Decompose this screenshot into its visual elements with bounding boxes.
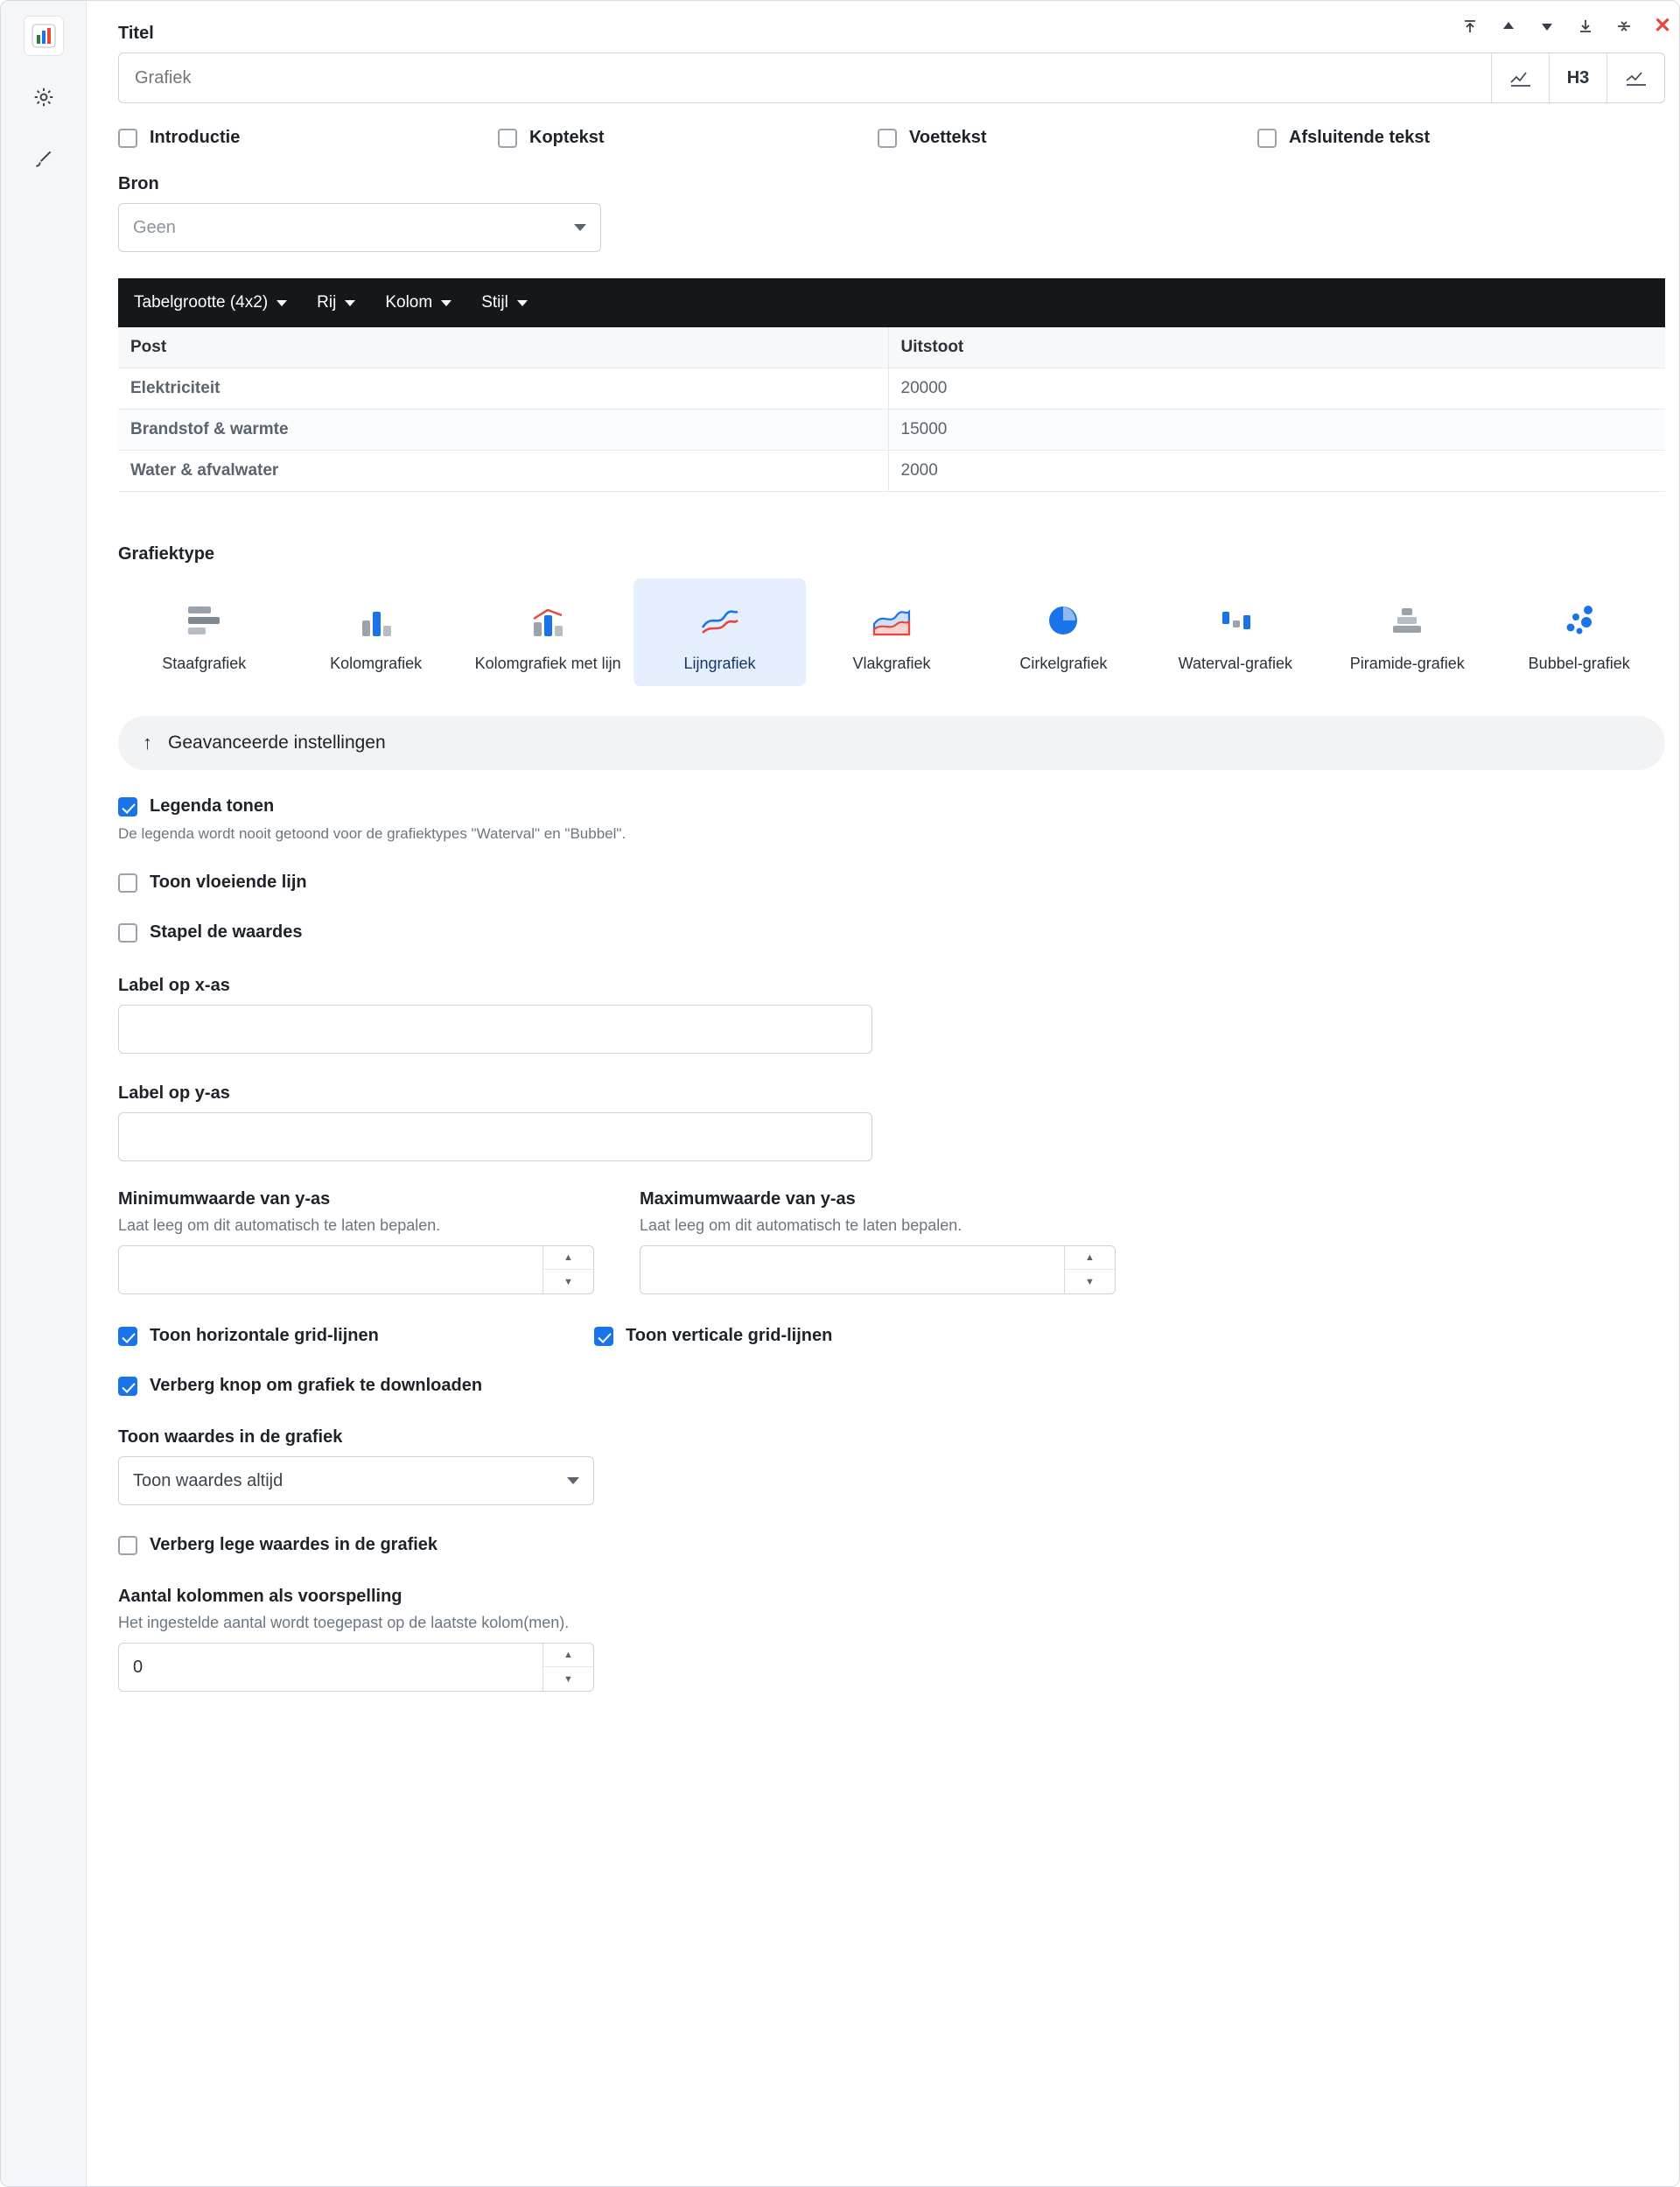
y-max-input[interactable] (640, 1246, 1064, 1293)
forecast-columns-stepper[interactable] (542, 1644, 593, 1691)
grid-line-settings (118, 1326, 1665, 1346)
toggle-koptekst[interactable] (498, 128, 878, 148)
arrow-up-icon: ↑ (143, 732, 152, 754)
stack-values-checkbox[interactable] (118, 923, 137, 943)
y-min-label: Minimumwaarde van y-as (118, 1189, 331, 1209)
x-axis-label-setting (118, 976, 1665, 1054)
introductie-label: Introductie (150, 128, 241, 147)
toggle-voettekst[interactable] (878, 128, 1257, 148)
stepper-up-icon[interactable]: ▲ (543, 1644, 593, 1667)
y-axis-label-input[interactable] (118, 1112, 872, 1161)
table-cell-post[interactable]: Brandstof & warmte (118, 410, 888, 451)
chart-type-label-kolomgrafiek-met-lijn: Kolomgrafiek met lijn (474, 655, 621, 672)
forecast-columns-input-group (118, 1643, 594, 1692)
table-cell-post[interactable]: Elektriciteit (118, 368, 888, 410)
waterfall-chart-icon (1211, 592, 1260, 641)
legend-label: Legenda tonen (150, 796, 275, 817)
show-values-setting (118, 1427, 1665, 1505)
table-row[interactable] (118, 410, 1665, 451)
chevron-down-icon (441, 300, 452, 306)
chart-type-label: Grafiektype (118, 544, 215, 564)
stack-values-label: Stapel de waardes (150, 922, 303, 943)
toggle-afsluitende-tekst[interactable] (1257, 128, 1637, 148)
chart-type-watervalgrafiek[interactable] (1150, 578, 1321, 686)
chart-type-section (118, 544, 1665, 686)
stepper-up-icon[interactable]: ▲ (1065, 1246, 1115, 1270)
table-row[interactable] (118, 368, 1665, 410)
show-values-select[interactable] (118, 1456, 594, 1505)
column-menu[interactable] (385, 293, 452, 312)
chart-type-picker (118, 578, 1665, 686)
gear-icon[interactable] (24, 78, 63, 116)
hide-empty-checkbox[interactable] (118, 1536, 137, 1555)
bubble-chart-icon (1555, 592, 1604, 641)
forecast-columns-hint: Het ingestelde aantal wordt toegepast op de laatste kolom(men). (118, 1614, 570, 1632)
pyramid-chart-icon (1382, 592, 1432, 641)
forecast-columns-setting (118, 1587, 1665, 1692)
y-max-hint: Laat leeg om dit automatisch te laten bepalen. (640, 1216, 962, 1235)
forecast-columns-input[interactable] (119, 1644, 542, 1691)
chart-type-label-staafgrafiek: Staafgrafiek (162, 655, 247, 672)
bar-chart-icon (179, 592, 228, 641)
legend-setting (118, 796, 1665, 843)
table-row[interactable] (118, 451, 1665, 492)
introductie-checkbox[interactable] (118, 129, 137, 148)
move-down-icon[interactable] (1537, 17, 1557, 36)
vertical-grid-checkbox[interactable] (594, 1327, 613, 1346)
vertical-grid-label: Toon verticale grid-lijnen (626, 1326, 833, 1346)
legend-row[interactable] (118, 796, 1665, 817)
forecast-columns-label: Aantal kolommen als voorspelling (118, 1587, 402, 1607)
table-header-uitstoot: Uitstoot (888, 327, 1665, 368)
chevron-down-icon (345, 300, 355, 306)
chevron-down-icon (517, 300, 528, 306)
koptekst-label: Koptekst (529, 128, 605, 147)
smooth-line-row[interactable] (118, 873, 1665, 893)
chart-type-label-kolomgrafiek: Kolomgrafiek (330, 655, 423, 672)
x-axis-label-input[interactable] (118, 1005, 872, 1054)
close-icon[interactable]: ✕ (1653, 14, 1672, 38)
window-controls (1460, 14, 1672, 38)
line-chart-icon (696, 592, 745, 641)
chart-type-label-piramidegrafiek: Piramide-grafiek (1349, 655, 1465, 672)
chart-type-bubbelgrafiek[interactable] (1494, 578, 1665, 686)
koptekst-checkbox[interactable] (498, 129, 517, 148)
hide-download-row[interactable] (118, 1376, 1665, 1396)
y-max-setting (640, 1189, 1116, 1294)
stepper-down-icon[interactable]: ▼ (564, 1673, 573, 1685)
chart-style-left-icon[interactable] (1491, 53, 1549, 102)
chart-type-label-watervalgrafiek: Waterval-grafiek (1178, 655, 1293, 672)
title-label: Titel (118, 24, 154, 43)
left-rail (1, 1, 87, 2186)
chart-type-label-vlakgrafiek: Vlakgrafiek (852, 655, 931, 672)
title-input-group (118, 53, 1665, 103)
title-section (118, 24, 1665, 103)
data-table-section (118, 278, 1665, 492)
column-line-chart-icon (523, 592, 572, 641)
y-axis-label-setting (118, 1083, 1665, 1161)
chart-type-lijngrafiek[interactable] (634, 578, 805, 686)
horizontal-grid-label: Toon horizontale grid-lijnen (150, 1326, 379, 1346)
source-selected-value: Geen (133, 217, 176, 237)
hide-download-checkbox[interactable] (118, 1377, 137, 1396)
y-min-hint: Laat leeg om dit automatisch te laten bepalen. (118, 1216, 441, 1235)
y-min-setting (118, 1189, 594, 1294)
chart-type-vlakgrafiek[interactable] (806, 578, 977, 686)
move-to-bottom-icon[interactable] (1576, 17, 1595, 36)
y-max-stepper[interactable] (1064, 1246, 1115, 1293)
voettekst-checkbox[interactable] (878, 129, 897, 148)
chevron-down-icon (567, 1477, 579, 1484)
afsluitende-tekst-checkbox[interactable] (1257, 129, 1277, 148)
y-max-input-group (640, 1245, 1116, 1294)
chart-type-kolomgrafiek-met-lijn[interactable] (462, 578, 634, 686)
table-toolbar (118, 278, 1665, 327)
advanced-settings-label: Geavanceerde instellingen (168, 733, 386, 754)
horizontal-grid-row[interactable] (118, 1326, 594, 1346)
source-section (118, 174, 1665, 252)
stepper-down-icon[interactable]: ▼ (564, 1276, 573, 1287)
row-menu[interactable] (317, 293, 355, 312)
stepper-up-icon[interactable]: ▲ (543, 1246, 593, 1270)
chart-type-label-bubbelgrafiek: Bubbel-grafiek (1528, 655, 1630, 672)
y-min-input-group (118, 1245, 594, 1294)
chart-type-piramidegrafiek[interactable] (1321, 578, 1493, 686)
hide-empty-row[interactable] (118, 1535, 1665, 1555)
horizontal-grid-checkbox[interactable] (118, 1327, 137, 1346)
x-axis-label-title: Label op x-as (118, 976, 230, 996)
legend-checkbox[interactable] (118, 797, 137, 817)
show-values-label: Toon waardes in de grafiek (118, 1427, 343, 1447)
voettekst-label: Voettekst (909, 128, 987, 147)
style-menu-label: Stijl (481, 293, 508, 312)
move-to-top-icon[interactable] (1460, 17, 1480, 36)
chevron-down-icon (276, 300, 287, 306)
chart-style-right-icon[interactable] (1606, 53, 1664, 102)
legend-note: De legenda wordt nooit getoond voor de grafiektypes "Waterval" en "Bubbel". (118, 825, 626, 843)
source-select[interactable] (118, 203, 601, 252)
column-menu-label: Kolom (385, 293, 433, 312)
table-cell-post[interactable]: Water & afvalwater (118, 451, 888, 492)
chart-block-icon[interactable] (24, 17, 63, 55)
move-up-icon[interactable] (1499, 17, 1518, 36)
y-axis-label-title: Label op y-as (118, 1083, 230, 1104)
chart-type-kolomgrafiek[interactable] (290, 578, 461, 686)
area-chart-icon (867, 592, 916, 641)
table-cell-uitstoot[interactable]: 2000 (888, 451, 1665, 492)
column-chart-icon (352, 592, 401, 641)
table-size-menu[interactable] (134, 293, 287, 312)
y-min-input[interactable] (119, 1246, 542, 1293)
afsluitende-tekst-label: Afsluitende tekst (1289, 128, 1431, 147)
hide-empty-label: Verberg lege waardes in de grafiek (150, 1535, 438, 1555)
chart-type-staafgrafiek[interactable] (118, 578, 290, 686)
toggle-introductie[interactable] (118, 128, 498, 148)
chevron-down-icon (574, 224, 586, 231)
brush-icon[interactable] (24, 139, 63, 178)
table-cell-uitstoot[interactable]: 20000 (888, 368, 1665, 410)
source-label: Bron (118, 174, 159, 193)
chart-type-label-cirkelgrafiek: Cirkelgrafiek (1019, 655, 1108, 672)
table-cell-uitstoot[interactable]: 15000 (888, 410, 1665, 451)
chart-type-label-lijngrafiek: Lijngrafiek (683, 655, 756, 672)
y-min-stepper[interactable] (542, 1246, 593, 1293)
title-input[interactable] (119, 53, 1491, 102)
collapse-icon[interactable] (1614, 17, 1634, 36)
y-range-settings (118, 1189, 1665, 1294)
y-max-label: Maximumwaarde van y-as (640, 1189, 856, 1209)
hide-download-label: Verberg knop om grafiek te downloaden (150, 1376, 483, 1396)
show-values-selected: Toon waardes altijd (133, 1470, 284, 1490)
style-menu[interactable] (481, 293, 528, 312)
table-header-row (118, 327, 1665, 368)
row-menu-label: Rij (317, 293, 337, 312)
pie-chart-icon (1039, 592, 1088, 641)
advanced-settings-toggle[interactable] (118, 716, 1665, 770)
smooth-line-label: Toon vloeiende lijn (150, 873, 307, 893)
table-header-post: Post (118, 327, 888, 368)
settings-panel (87, 1, 1680, 2186)
heading-level-button[interactable]: H3 (1549, 53, 1606, 102)
section-toggles (118, 128, 1665, 148)
data-table (118, 327, 1665, 492)
smooth-line-checkbox[interactable] (118, 873, 137, 893)
chart-type-cirkelgrafiek[interactable] (977, 578, 1149, 686)
stack-values-row[interactable] (118, 922, 1665, 943)
table-size-label: Tabelgrootte (4x2) (134, 293, 269, 312)
stepper-down-icon[interactable]: ▼ (1085, 1276, 1095, 1287)
vertical-grid-row[interactable] (594, 1326, 832, 1346)
